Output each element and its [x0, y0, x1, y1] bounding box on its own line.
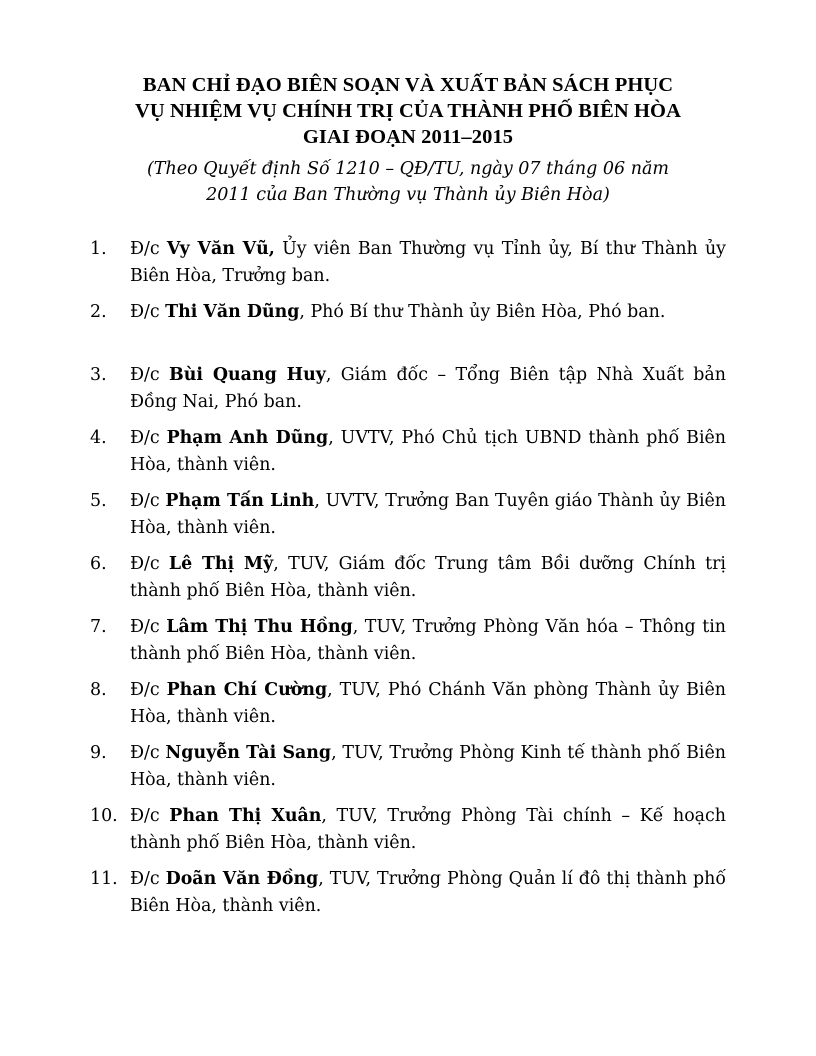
member-role: , TUV, Trưởng Phòng Quản lí đô thị thành phố Biên Hòa, thành viên.	[130, 869, 726, 916]
member-prefix: Đ/c	[130, 365, 170, 385]
member-role: , Phó Bí thư Thành ủy Biên Hòa, Phó ban.	[299, 302, 666, 322]
member-prefix: Đ/c	[130, 491, 166, 511]
member-item	[90, 425, 726, 488]
member-role: , Giám đốc – Tổng Biên tập Nhà Xuất bản Đồng Nai, Phó ban.	[130, 365, 726, 412]
member-name: Phạm Anh Dũng	[166, 428, 329, 448]
member-item	[90, 614, 726, 677]
subtitle-line-1: (Theo Quyết định Số 1210 – QĐ/TU, ngày 07 tháng 06 năm	[146, 159, 670, 179]
title-line-3: GIAI ĐOẠN 2011–2015	[302, 126, 514, 148]
member-name: Thi Văn Dũng	[165, 302, 300, 322]
member-item	[90, 740, 726, 803]
member-item	[90, 677, 726, 740]
member-prefix: Đ/c	[130, 806, 170, 826]
member-role: , TUV, Trưởng Phòng Văn hóa – Thông tin thành phố Biên Hòa, thành viên.	[130, 617, 726, 664]
member-name: Phan Chí Cường	[166, 680, 328, 700]
member-number: 9.	[90, 743, 107, 763]
member-number: 1.	[90, 239, 107, 259]
member-name: Lê Thị Mỹ	[168, 554, 274, 574]
member-name: Phan Thị Xuân	[169, 806, 322, 826]
member-number: 3.	[90, 365, 107, 385]
member-number: 10.	[90, 806, 118, 826]
member-role: , UVTV, Trưởng Ban Tuyên giáo Thành ủy Biên Hòa, thành viên.	[130, 491, 727, 538]
member-prefix: Đ/c	[130, 743, 166, 763]
member-number: 7.	[90, 617, 107, 637]
member-name: Phạm Tấn Linh	[165, 491, 315, 511]
member-item	[90, 236, 726, 299]
document-header	[80, 72, 736, 208]
title-line-2: VỤ NHIỆM VỤ CHÍNH TRỊ CỦA THÀNH PHỐ BIÊN HÒA	[134, 100, 681, 122]
member-item	[90, 299, 726, 362]
member-item	[90, 866, 726, 929]
member-name: Vy Văn Vũ,	[166, 239, 275, 259]
member-item	[90, 803, 726, 866]
member-name: Bùi Quang Huy	[169, 365, 326, 385]
member-name: Nguyễn Tài Sang	[165, 743, 332, 763]
member-prefix: Đ/c	[130, 869, 166, 889]
member-number: 6.	[90, 554, 107, 574]
member-role: , TUV, Trưởng Phòng Tài chính – Kế hoạch thành phố Biên Hòa, thành viên.	[130, 806, 726, 853]
member-role: , UVTV, Phó Chủ tịch UBND thành phố Biên Hòa, thành viên.	[130, 428, 726, 475]
member-number: 4.	[90, 428, 107, 448]
decision-reference	[80, 156, 736, 208]
member-name: Lâm Thị Thu Hồng	[166, 617, 353, 637]
member-prefix: Đ/c	[130, 302, 166, 322]
member-role: , TUV, Giám đốc Trung tâm Bồi dưỡng Chính trị thành phố Biên Hòa, thành viên.	[130, 554, 726, 601]
title-line-1: BAN CHỈ ĐẠO BIÊN SOẠN VÀ XUẤT BẢN SÁCH PHỤC	[142, 74, 674, 96]
member-role: , TUV, Trưởng Phòng Kinh tế thành phố Biên Hòa, thành viên.	[130, 743, 726, 790]
member-number: 2.	[90, 302, 107, 322]
member-item	[90, 362, 726, 425]
member-prefix: Đ/c	[130, 554, 169, 574]
member-number: 8.	[90, 680, 107, 700]
member-name: Doãn Văn Đồng	[165, 869, 319, 889]
subtitle-line-2: 2011 của Ban Thường vụ Thành ủy Biên Hòa)	[206, 185, 610, 205]
member-number: 11.	[90, 869, 118, 889]
member-prefix: Đ/c	[130, 680, 167, 700]
member-prefix: Đ/c	[130, 428, 167, 448]
member-role: Ủy viên Ban Thường vụ Tỉnh ủy, Bí thư Thành ủy Biên Hòa, Trưởng ban.	[130, 239, 726, 286]
member-item	[90, 551, 726, 614]
member-prefix: Đ/c	[130, 239, 167, 259]
member-item	[90, 488, 726, 551]
member-list	[90, 236, 726, 929]
member-role: , TUV, Phó Chánh Văn phòng Thành ủy Biên Hòa, thành viên.	[130, 680, 726, 727]
member-prefix: Đ/c	[130, 617, 167, 637]
member-number: 5.	[90, 491, 107, 511]
